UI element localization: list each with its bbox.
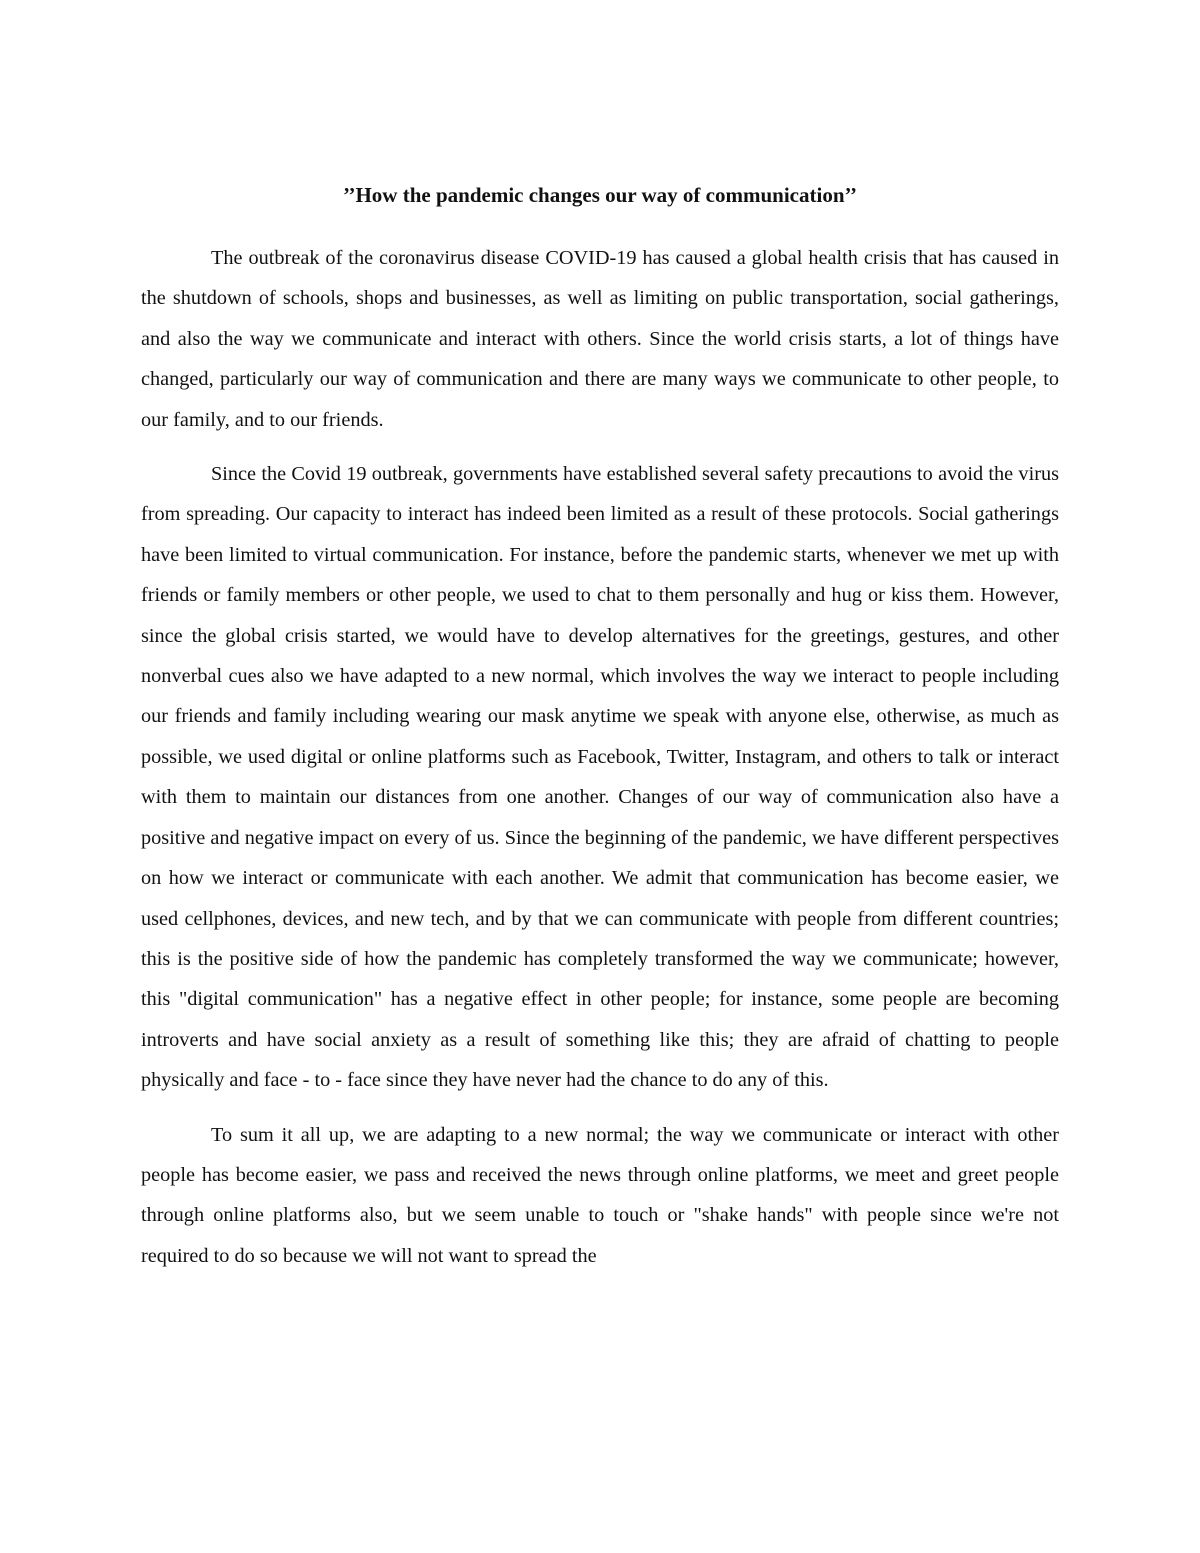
essay-title: ’’How the pandemic changes our way of communication’’ bbox=[343, 183, 857, 207]
essay-body bbox=[141, 238, 1059, 1290]
paragraph-intro: The outbreak of the coronavirus disease COVID-19 has caused a global health crisis that has caused in the shutdown of schools, shops and businesses, as well as limiting on public transportation, social gatherings, and also the way we communicate and interact with others. Since the world crisis starts, a lot of things have changed, particularly our way of communication and there are many ways we communicate to other people, to our family, and to our friends. bbox=[141, 247, 1059, 431]
paragraph-conclusion: To sum it all up, we are adapting to a new normal; the way we communicate or interact with other people has become easier, we pass and received the news through online platforms, we meet and greet people through online platforms also, but we seem unable to touch or "shake hands" with people since we're not required to do so because we will not want to spread the bbox=[141, 1123, 1059, 1267]
paragraph-safety-precautions: Since the Covid 19 outbreak, governments have established several safety precautions to avoid the virus from spreading. Our capacity to interact has indeed been limited as a result of these protocols. Social gatherings have been limited to virtual communication. For instance, before the pandemic starts, whenever we met up with friends or family members or other people, we used to chat to them personally and hug or kiss them. However, since the global crisis started, we would have to develop alternatives for the greetings, gestures, and other nonverbal cues also we have adapted to a new normal, which involves the way we interact to people including our friends and family including wearing our mask anytime we speak with anyone else, otherwise, as much as possible, we used digital or online platforms such as Facebook, Twitter, Instagram, and others to talk or interact with them to maintain our distances from one another. Changes of our way of communication also have a positive and negative impact on every of us. Since the beginning of the pandemic, we have different perspectives on how we interact or communicate with each another. We admit that communication has become easier, we used cellphones, devices, and new tech, and by that we can communicate with people from different countries; this is the positive side of how the pandemic has completely transformed the way we communicate; however, this "digital communication" has a negative effect in other people; for instance, some people are becoming introverts and have social anxiety as a result of something like this; they are afraid of chatting to people physically and face - to - face since they have never had the chance to do any of this. bbox=[141, 463, 1059, 1092]
